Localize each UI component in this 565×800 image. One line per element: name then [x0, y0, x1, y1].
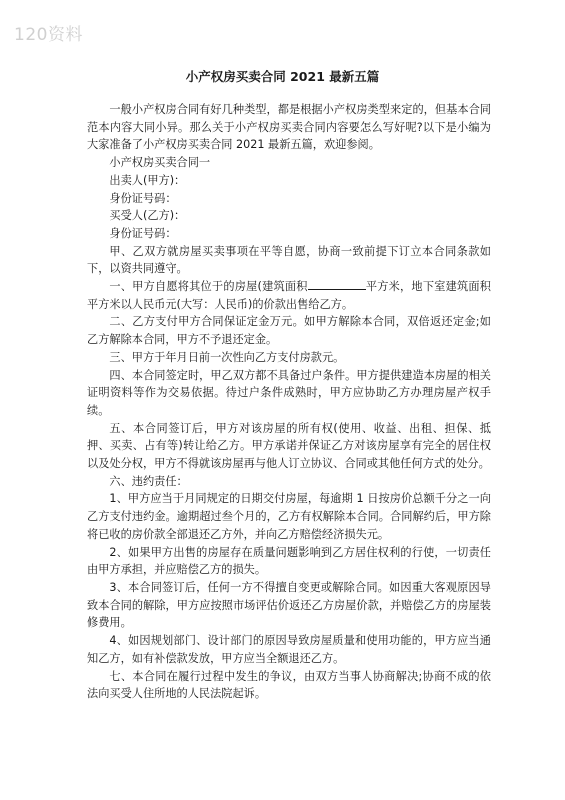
area-blank-line	[308, 279, 366, 290]
clause-3: 三、甲方于年月日前一次性向乙方支付房款元。	[109, 350, 345, 364]
clause-1-part-b: 平方米，地下室建筑面积平方米以人民币元(大写：人民币)的价款出售给乙方。	[87, 280, 491, 311]
clause-7: 七、本合同在履行过程中发生的争议，由双方当事人协商解决;协商不成的依法向买受人住所地的人民法院起诉。	[87, 669, 491, 701]
seller-id-line: 身份证号码：	[109, 191, 177, 205]
clause-6-1: 1、甲方应当于月同规定的日期交付房屋，每逾期 1 日按房价总额千分之一向乙方支付违约金。逾期超过叁个月的，乙方有权解除本合同。合同解约后，甲方除将已收的房价款全部退还乙方外，并向乙方赔偿经济损失元。	[87, 492, 491, 541]
contract-title: 小产权房买卖合同一	[109, 156, 211, 170]
clause-6: 六、违约责任：	[109, 474, 188, 488]
clause-6-2: 2、如果甲方出售的房屋存在质量问题影响到乙方居住权利的行使，一切责任由甲方承担，并应赔偿乙方的损失。	[87, 545, 491, 577]
clause-6-4: 4、如因规划部门、设计部门的原因导致房屋质量和使用功能的，甲方应当通知乙方，如有补偿款发放，甲方应当全额退还乙方。	[87, 634, 491, 665]
intro-paragraph: 一般小产权房合同有好几种类型，都是根据小产权房类型来定的，但基本合同范本内容大同小异。那么关于小产权房买卖合同内容要怎么写好呢?以下是小编为大家准备了小产权房买卖合同 2021 最新五篇，欢迎参阅。	[87, 103, 491, 152]
clause-1	[87, 278, 491, 313]
clause-4: 四、本合同签定时，甲乙双方都不具备过户条件。甲方提供建造本房屋的相关证明资料等作为交易依据。待过户条件成熟时，甲方应协助乙方办理房屋产权手续。	[87, 368, 491, 417]
preamble-paragraph: 甲、乙双方就房屋买卖事项在平等自愿，协商一致前提下订立本合同条款如下，以资共同遵守。	[87, 244, 491, 276]
buyer-id-line: 身份证号码：	[109, 226, 177, 240]
clause-6-3: 3、本合同签订后，任何一方不得擅自变更或解除合同。如因重大客观原因导致本合同的解除，甲方应按照市场评估价返还乙方房屋价款，并赔偿乙方的房屋装修费用。	[87, 580, 491, 630]
watermark: 120资料	[14, 25, 83, 45]
buyer-line: 买受人(乙方)：	[109, 209, 186, 223]
clause-2: 二、乙方支付甲方合同保证定金万元。如甲方解除本合同，双倍返还定金;如乙方解除本合同，甲方不予退还定金。	[87, 315, 491, 347]
clause-1-part-a: 一、甲方自愿将其位于的房屋(建筑面积	[109, 280, 308, 294]
seller-line: 出卖人(甲方)：	[109, 173, 186, 187]
document-body	[87, 101, 491, 703]
document-title: 小产权房买卖合同 2021 最新五篇	[185, 69, 380, 84]
clause-5: 五、本合同签订后，甲方对该房屋的所有权(使用、收益、出租、担保、抵押、买卖、占有等)转让给乙方。甲方承诺并保证乙方对该房屋享有完全的居住权以及处分权，甲方不得就该房屋再与他人订立协议、合同或其他任何方式的处分。	[87, 421, 491, 471]
